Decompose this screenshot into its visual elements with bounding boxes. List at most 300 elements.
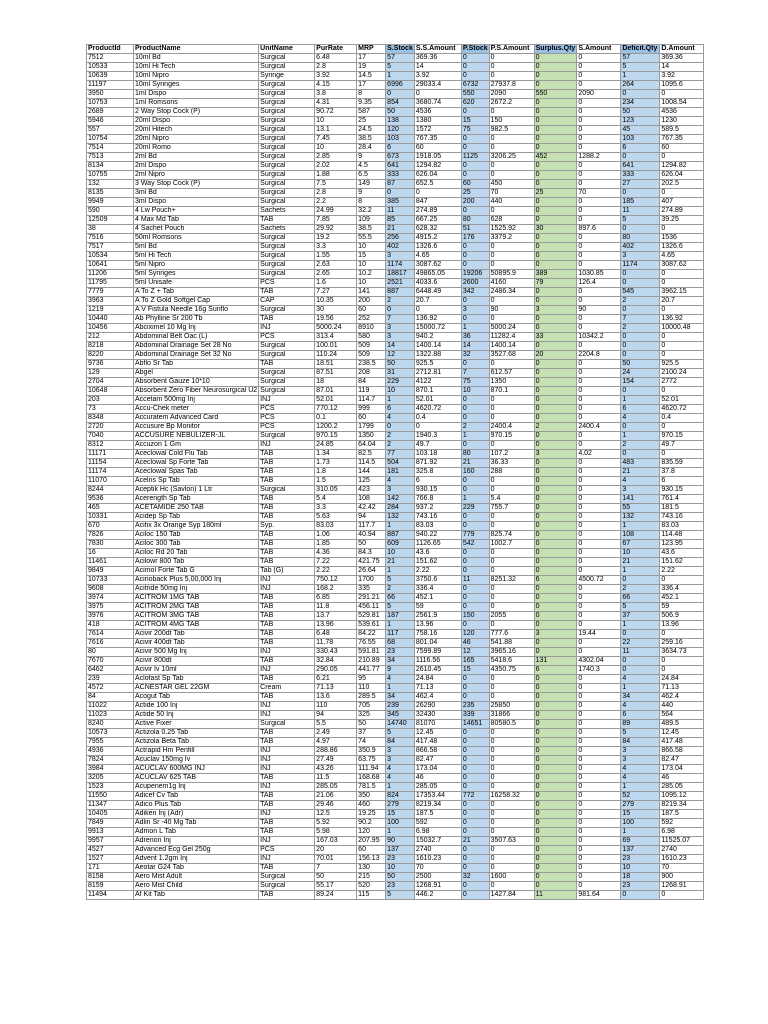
cell-stock[interactable]: 345: [386, 711, 415, 720]
cell-pid[interactable]: 590: [87, 207, 134, 216]
cell-name[interactable]: Acelns Sp Tab: [134, 477, 259, 486]
cell-name[interactable]: Adicef Cv Tab: [134, 792, 259, 801]
cell-pur[interactable]: 13.6: [315, 693, 357, 702]
cell-pid[interactable]: 11461: [87, 558, 134, 567]
cell-unit[interactable]: TAB: [259, 603, 315, 612]
cell-pstock[interactable]: 160: [461, 468, 489, 477]
cell-pstock[interactable]: 0: [461, 108, 489, 117]
cell-pid[interactable]: 171: [87, 864, 134, 873]
cell-samt[interactable]: 2610.45: [414, 666, 461, 675]
cell-deficit[interactable]: 1174: [621, 261, 660, 270]
cell-mrp[interactable]: 520: [357, 882, 386, 891]
cell-suramt[interactable]: 0: [577, 720, 621, 729]
cell-pamt[interactable]: 0: [489, 108, 534, 117]
cell-samt[interactable]: 4.65: [414, 252, 461, 261]
cell-suramt[interactable]: 0: [577, 756, 621, 765]
cell-pid[interactable]: 2720: [87, 423, 134, 432]
cell-unit[interactable]: Surgical: [259, 108, 315, 117]
cell-damt[interactable]: 3087.62: [660, 261, 704, 270]
cell-pid[interactable]: 7955: [87, 738, 134, 747]
cell-stock[interactable]: 5: [386, 891, 415, 900]
cell-deficit[interactable]: 641: [621, 162, 660, 171]
cell-suramt[interactable]: 0: [577, 648, 621, 657]
cell-stock[interactable]: 4: [386, 675, 415, 684]
cell-samt[interactable]: 4122: [414, 378, 461, 387]
cell-suramt[interactable]: 0: [577, 621, 621, 630]
cell-pstock[interactable]: 0: [461, 297, 489, 306]
cell-surplus[interactable]: 0: [534, 756, 577, 765]
cell-pamt[interactable]: 0: [489, 72, 534, 81]
cell-deficit[interactable]: 5: [621, 729, 660, 738]
cell-samt[interactable]: 452.1: [414, 594, 461, 603]
cell-pstock[interactable]: 0: [461, 729, 489, 738]
cell-suramt[interactable]: 2090: [577, 90, 621, 99]
cell-damt[interactable]: 4.65: [660, 252, 704, 261]
cell-name[interactable]: A V Fistula Needle 16g Sunflo: [134, 306, 259, 315]
cell-samt[interactable]: 0.4: [414, 414, 461, 423]
cell-pstock[interactable]: 0: [461, 603, 489, 612]
cell-damt[interactable]: 39.25: [660, 216, 704, 225]
cell-unit[interactable]: Cream: [259, 684, 315, 693]
cell-pur[interactable]: 168.2: [315, 585, 357, 594]
cell-pur[interactable]: 1.85: [315, 540, 357, 549]
cell-stock[interactable]: 90: [386, 837, 415, 846]
cell-mrp[interactable]: 19.25: [357, 810, 386, 819]
cell-damt[interactable]: 0: [660, 225, 704, 234]
cell-samt[interactable]: 1326.6: [414, 243, 461, 252]
cell-deficit[interactable]: 6: [621, 144, 660, 153]
cell-pstock[interactable]: 0: [461, 693, 489, 702]
cell-deficit[interactable]: 1: [621, 621, 660, 630]
cell-pur[interactable]: 4.97: [315, 738, 357, 747]
cell-mrp[interactable]: 38.5: [357, 225, 386, 234]
cell-samt[interactable]: 4620.72: [414, 405, 461, 414]
cell-samt[interactable]: 940.22: [414, 531, 461, 540]
cell-pstock[interactable]: 14: [461, 342, 489, 351]
cell-mrp[interactable]: 10.2: [357, 270, 386, 279]
column-header-pur[interactable]: PurRate: [315, 45, 357, 54]
cell-pstock[interactable]: 0: [461, 405, 489, 414]
cell-pamt[interactable]: 0: [489, 882, 534, 891]
cell-pur[interactable]: 3.3: [315, 243, 357, 252]
cell-suramt[interactable]: 0: [577, 531, 621, 540]
cell-mrp[interactable]: 40.94: [357, 531, 386, 540]
cell-mrp[interactable]: 252: [357, 315, 386, 324]
cell-samt[interactable]: 766.8: [414, 495, 461, 504]
cell-pamt[interactable]: 1002.7: [489, 540, 534, 549]
cell-mrp[interactable]: 350.9: [357, 747, 386, 756]
cell-mrp[interactable]: 8: [357, 90, 386, 99]
cell-suramt[interactable]: 0: [577, 855, 621, 864]
cell-pamt[interactable]: 0: [489, 684, 534, 693]
cell-name[interactable]: ACITROM 4MG TAB: [134, 621, 259, 630]
cell-suramt[interactable]: 0: [577, 585, 621, 594]
cell-samt[interactable]: 8219.34: [414, 801, 461, 810]
cell-pid[interactable]: 11154: [87, 459, 134, 468]
cell-mrp[interactable]: 335: [357, 585, 386, 594]
cell-mrp[interactable]: 32.2: [357, 207, 386, 216]
cell-unit[interactable]: TAB: [259, 639, 315, 648]
cell-pid[interactable]: 4527: [87, 846, 134, 855]
cell-samt[interactable]: 173.04: [414, 765, 461, 774]
cell-pamt[interactable]: 0: [489, 405, 534, 414]
cell-samt[interactable]: 626.04: [414, 171, 461, 180]
cell-pid[interactable]: 10755: [87, 171, 134, 180]
cell-pid[interactable]: 9736: [87, 360, 134, 369]
cell-surplus[interactable]: 0: [534, 108, 577, 117]
cell-pur[interactable]: 310.05: [315, 486, 357, 495]
cell-name[interactable]: Adlin Sr -40 Mg Tab: [134, 819, 259, 828]
cell-pstock[interactable]: 0: [461, 558, 489, 567]
cell-pid[interactable]: 11174: [87, 468, 134, 477]
cell-pid[interactable]: 7514: [87, 144, 134, 153]
cell-surplus[interactable]: 389: [534, 270, 577, 279]
cell-deficit[interactable]: 18: [621, 873, 660, 882]
cell-pur[interactable]: 3.92: [315, 72, 357, 81]
cell-samt[interactable]: 20.7: [414, 297, 461, 306]
cell-suramt[interactable]: 0: [577, 729, 621, 738]
cell-name[interactable]: Acinoback Plus 5,00,000 Inj: [134, 576, 259, 585]
cell-suramt[interactable]: 0: [577, 693, 621, 702]
cell-stock[interactable]: 9: [386, 666, 415, 675]
cell-pstock[interactable]: 15: [461, 117, 489, 126]
cell-suramt[interactable]: 0: [577, 135, 621, 144]
cell-damt[interactable]: 83.03: [660, 522, 704, 531]
cell-pid[interactable]: 8244: [87, 486, 134, 495]
cell-surplus[interactable]: 2: [534, 423, 577, 432]
cell-pid[interactable]: 3975: [87, 603, 134, 612]
cell-deficit[interactable]: 154: [621, 378, 660, 387]
cell-unit[interactable]: Surgical: [259, 144, 315, 153]
cell-damt[interactable]: 506.9: [660, 612, 704, 621]
cell-surplus[interactable]: 0: [534, 540, 577, 549]
cell-pid[interactable]: 9913: [87, 828, 134, 837]
cell-deficit[interactable]: 1: [621, 432, 660, 441]
cell-pamt[interactable]: 0: [489, 594, 534, 603]
cell-suramt[interactable]: 0: [577, 441, 621, 450]
cell-stock[interactable]: 2: [386, 441, 415, 450]
cell-pamt[interactable]: 0: [489, 729, 534, 738]
cell-samt[interactable]: 1400.14: [414, 342, 461, 351]
cell-pid[interactable]: 8218: [87, 342, 134, 351]
cell-pur[interactable]: 94: [315, 711, 357, 720]
cell-pur[interactable]: 770.12: [315, 405, 357, 414]
cell-stock[interactable]: 142: [386, 495, 415, 504]
cell-surplus[interactable]: 0: [534, 603, 577, 612]
cell-surplus[interactable]: 0: [534, 126, 577, 135]
cell-pur[interactable]: 2.8: [315, 189, 357, 198]
cell-deficit[interactable]: 0: [621, 270, 660, 279]
cell-pamt[interactable]: 1350: [489, 378, 534, 387]
column-header-pstock[interactable]: P.Stock: [462, 45, 488, 52]
cell-name[interactable]: Abgel: [134, 369, 259, 378]
cell-pid[interactable]: 7824: [87, 756, 134, 765]
cell-unit[interactable]: Surgical: [259, 117, 315, 126]
cell-pur[interactable]: 11.8: [315, 603, 357, 612]
cell-unit[interactable]: INJ: [259, 711, 315, 720]
cell-stock[interactable]: 284: [386, 504, 415, 513]
cell-damt[interactable]: 1610.23: [660, 855, 704, 864]
cell-mrp[interactable]: 84.3: [357, 549, 386, 558]
cell-mrp[interactable]: 705: [357, 702, 386, 711]
column-header-unit[interactable]: UnitName: [259, 45, 315, 54]
cell-surplus[interactable]: 0: [534, 711, 577, 720]
cell-pur[interactable]: 970.15: [315, 432, 357, 441]
cell-pamt[interactable]: 0: [489, 243, 534, 252]
cell-unit[interactable]: INJ: [259, 810, 315, 819]
cell-damt[interactable]: 3634.73: [660, 648, 704, 657]
cell-pstock[interactable]: 235: [461, 702, 489, 711]
cell-surplus[interactable]: 0: [534, 792, 577, 801]
cell-pur[interactable]: 0.1: [315, 414, 357, 423]
cell-mrp[interactable]: 509: [357, 351, 386, 360]
cell-pamt[interactable]: 1400.14: [489, 342, 534, 351]
cell-samt[interactable]: 0: [414, 423, 461, 432]
cell-deficit[interactable]: 23: [621, 855, 660, 864]
cell-stock[interactable]: 84: [386, 738, 415, 747]
cell-suramt[interactable]: 0: [577, 126, 621, 135]
cell-pamt[interactable]: 450: [489, 180, 534, 189]
cell-name[interactable]: Acivir 200dt Tab: [134, 630, 259, 639]
cell-deficit[interactable]: 15: [621, 810, 660, 819]
cell-deficit[interactable]: 2: [621, 324, 660, 333]
cell-name[interactable]: Acidep Sp Tab: [134, 513, 259, 522]
cell-mrp[interactable]: 291.21: [357, 594, 386, 603]
cell-pamt[interactable]: 2090: [489, 90, 534, 99]
cell-suramt[interactable]: 0: [577, 837, 621, 846]
cell-deficit[interactable]: 50: [621, 360, 660, 369]
cell-surplus[interactable]: 0: [534, 801, 577, 810]
cell-deficit[interactable]: 45: [621, 126, 660, 135]
cell-name[interactable]: 10ml Bd: [134, 54, 259, 63]
cell-damt[interactable]: 1326.6: [660, 243, 704, 252]
cell-stock[interactable]: 132: [386, 513, 415, 522]
cell-pur[interactable]: 13.96: [315, 621, 357, 630]
cell-name[interactable]: Abflo Sr Tab: [134, 360, 259, 369]
cell-pid[interactable]: 11023: [87, 711, 134, 720]
cell-surplus[interactable]: 0: [534, 504, 577, 513]
cell-unit[interactable]: PCS: [259, 405, 315, 414]
cell-samt[interactable]: 2561.9: [414, 612, 461, 621]
cell-mrp[interactable]: 28.4: [357, 144, 386, 153]
cell-surplus[interactable]: 0: [534, 369, 577, 378]
cell-deficit[interactable]: 4: [621, 702, 660, 711]
cell-name[interactable]: 4 Max Md Tab: [134, 216, 259, 225]
cell-mrp[interactable]: 421.75: [357, 558, 386, 567]
cell-surplus[interactable]: 0: [534, 810, 577, 819]
cell-suramt[interactable]: 0: [577, 315, 621, 324]
cell-suramt[interactable]: 0: [577, 198, 621, 207]
cell-surplus[interactable]: 0: [534, 207, 577, 216]
cell-suramt[interactable]: 4302.04: [577, 657, 621, 666]
cell-pstock[interactable]: 165: [461, 657, 489, 666]
cell-pstock[interactable]: 772: [461, 792, 489, 801]
cell-unit[interactable]: INJ: [259, 396, 315, 405]
cell-pstock[interactable]: 0: [461, 621, 489, 630]
cell-deficit[interactable]: 80: [621, 234, 660, 243]
cell-name[interactable]: Accusure Bp Monitor: [134, 423, 259, 432]
cell-name[interactable]: ACNESTAR GEL 22GM: [134, 684, 259, 693]
cell-pstock[interactable]: 176: [461, 234, 489, 243]
cell-stock[interactable]: 77: [386, 450, 415, 459]
cell-deficit[interactable]: 5: [621, 216, 660, 225]
cell-samt[interactable]: 1126.65: [414, 540, 461, 549]
cell-damt[interactable]: 0: [660, 306, 704, 315]
cell-surplus[interactable]: 0: [534, 117, 577, 126]
cell-pur[interactable]: 4.31: [315, 99, 357, 108]
cell-mrp[interactable]: 580: [357, 333, 386, 342]
cell-pstock[interactable]: 80: [461, 450, 489, 459]
cell-samt[interactable]: 652.5: [414, 180, 461, 189]
cell-samt[interactable]: 49.7: [414, 441, 461, 450]
cell-stock[interactable]: 34: [386, 693, 415, 702]
cell-damt[interactable]: 11525.07: [660, 837, 704, 846]
cell-pur[interactable]: 10: [315, 117, 357, 126]
cell-suramt[interactable]: 19.44: [577, 630, 621, 639]
cell-deficit[interactable]: 0: [621, 387, 660, 396]
cell-pstock[interactable]: 0: [461, 846, 489, 855]
cell-pur[interactable]: 55.17: [315, 882, 357, 891]
cell-samt[interactable]: 71.13: [414, 684, 461, 693]
cell-surplus[interactable]: 0: [534, 639, 577, 648]
cell-deficit[interactable]: 0: [621, 225, 660, 234]
cell-stock[interactable]: 673: [386, 153, 415, 162]
cell-samt[interactable]: 1268.91: [414, 882, 461, 891]
cell-suramt[interactable]: 0: [577, 162, 621, 171]
cell-pstock[interactable]: 0: [461, 162, 489, 171]
cell-pid[interactable]: 9536: [87, 495, 134, 504]
cell-unit[interactable]: Sachets: [259, 207, 315, 216]
cell-pstock[interactable]: 80: [461, 216, 489, 225]
cell-pamt[interactable]: 0: [489, 846, 534, 855]
cell-unit[interactable]: TAB: [259, 792, 315, 801]
cell-deficit[interactable]: 2: [621, 585, 660, 594]
cell-deficit[interactable]: 3: [621, 486, 660, 495]
cell-suramt[interactable]: 0: [577, 594, 621, 603]
cell-samt[interactable]: 3750.6: [414, 576, 461, 585]
cell-unit[interactable]: Surgical: [259, 90, 315, 99]
cell-pur[interactable]: 2.2: [315, 198, 357, 207]
cell-surplus[interactable]: 0: [534, 648, 577, 657]
cell-suramt[interactable]: 0: [577, 738, 621, 747]
cell-unit[interactable]: Surgical: [259, 378, 315, 387]
cell-pid[interactable]: 7512: [87, 54, 134, 63]
cell-pur[interactable]: 2.8: [315, 63, 357, 72]
cell-pamt[interactable]: 5418.6: [489, 657, 534, 666]
cell-name[interactable]: ACUCLAV 625 TAB: [134, 774, 259, 783]
cell-pstock[interactable]: 0: [461, 414, 489, 423]
cell-pamt[interactable]: 0: [489, 774, 534, 783]
cell-suramt[interactable]: 0: [577, 612, 621, 621]
cell-name[interactable]: Admon L Tab: [134, 828, 259, 837]
cell-unit[interactable]: TAB: [259, 675, 315, 684]
cell-mrp[interactable]: 110: [357, 684, 386, 693]
cell-mrp[interactable]: 350: [357, 792, 386, 801]
cell-stock[interactable]: 641: [386, 162, 415, 171]
cell-pstock[interactable]: 0: [461, 441, 489, 450]
cell-suramt[interactable]: 0: [577, 711, 621, 720]
cell-pur[interactable]: 2.65: [315, 270, 357, 279]
cell-damt[interactable]: 0: [660, 666, 704, 675]
cell-pstock[interactable]: 1: [461, 432, 489, 441]
cell-stock[interactable]: 3: [386, 756, 415, 765]
cell-surplus[interactable]: 0: [534, 135, 577, 144]
cell-surplus[interactable]: 0: [534, 468, 577, 477]
cell-damt[interactable]: 151.62: [660, 558, 704, 567]
cell-unit[interactable]: Surgical: [259, 198, 315, 207]
cell-pamt[interactable]: 1600: [489, 873, 534, 882]
cell-name[interactable]: Acivir 500 Mg Inj: [134, 648, 259, 657]
cell-surplus[interactable]: 0: [534, 765, 577, 774]
cell-pur[interactable]: 1.8: [315, 468, 357, 477]
cell-damt[interactable]: 2.22: [660, 567, 704, 576]
cell-unit[interactable]: INJ: [259, 666, 315, 675]
cell-pstock[interactable]: 0: [461, 756, 489, 765]
cell-pstock[interactable]: 0: [461, 144, 489, 153]
cell-surplus[interactable]: 0: [534, 297, 577, 306]
cell-pur[interactable]: 6.48: [315, 630, 357, 639]
cell-pamt[interactable]: 4350.75: [489, 666, 534, 675]
cell-unit[interactable]: Surgical: [259, 234, 315, 243]
cell-mrp[interactable]: 25: [357, 117, 386, 126]
cell-damt[interactable]: 2100.24: [660, 369, 704, 378]
cell-unit[interactable]: Tab (G): [259, 567, 315, 576]
cell-samt[interactable]: 446.2: [414, 891, 461, 900]
cell-pid[interactable]: 10648: [87, 387, 134, 396]
cell-deficit[interactable]: 333: [621, 171, 660, 180]
cell-damt[interactable]: 274.89: [660, 207, 704, 216]
cell-stock[interactable]: 4: [386, 774, 415, 783]
cell-pid[interactable]: 418: [87, 621, 134, 630]
cell-pamt[interactable]: 0: [489, 261, 534, 270]
cell-suramt[interactable]: 0: [577, 504, 621, 513]
cell-pstock[interactable]: 0: [461, 477, 489, 486]
cell-deficit[interactable]: 84: [621, 738, 660, 747]
cell-damt[interactable]: 14: [660, 63, 704, 72]
cell-stock[interactable]: 1: [386, 684, 415, 693]
cell-pamt[interactable]: 3965.16: [489, 648, 534, 657]
cell-unit[interactable]: TAB: [259, 693, 315, 702]
cell-suramt[interactable]: 0: [577, 783, 621, 792]
cell-stock[interactable]: 23: [386, 648, 415, 657]
cell-suramt[interactable]: 0: [577, 468, 621, 477]
cell-surplus[interactable]: 6: [534, 666, 577, 675]
cell-pamt[interactable]: 0: [489, 603, 534, 612]
cell-deficit[interactable]: 0: [621, 657, 660, 666]
cell-deficit[interactable]: 24: [621, 369, 660, 378]
cell-unit[interactable]: Surgical: [259, 261, 315, 270]
cell-damt[interactable]: 52.01: [660, 396, 704, 405]
cell-stock[interactable]: 187: [386, 612, 415, 621]
cell-name[interactable]: A To Z + Tab: [134, 288, 259, 297]
cell-unit[interactable]: TAB: [259, 495, 315, 504]
cell-pamt[interactable]: 440: [489, 198, 534, 207]
cell-surplus[interactable]: 0: [534, 459, 577, 468]
cell-name[interactable]: ACITROM 1MG TAB: [134, 594, 259, 603]
cell-pid[interactable]: 4936: [87, 747, 134, 756]
cell-suramt[interactable]: 0: [577, 108, 621, 117]
cell-stock[interactable]: 3: [386, 252, 415, 261]
cell-mrp[interactable]: 119: [357, 387, 386, 396]
cell-pur[interactable]: 52.01: [315, 396, 357, 405]
cell-damt[interactable]: 489.5: [660, 720, 704, 729]
cell-mrp[interactable]: 63.75: [357, 756, 386, 765]
cell-pur[interactable]: 89.24: [315, 891, 357, 900]
cell-pur[interactable]: 50: [315, 873, 357, 882]
cell-unit[interactable]: Surgical: [259, 351, 315, 360]
cell-name[interactable]: 10ml Syringes: [134, 81, 259, 90]
cell-suramt[interactable]: 0: [577, 360, 621, 369]
